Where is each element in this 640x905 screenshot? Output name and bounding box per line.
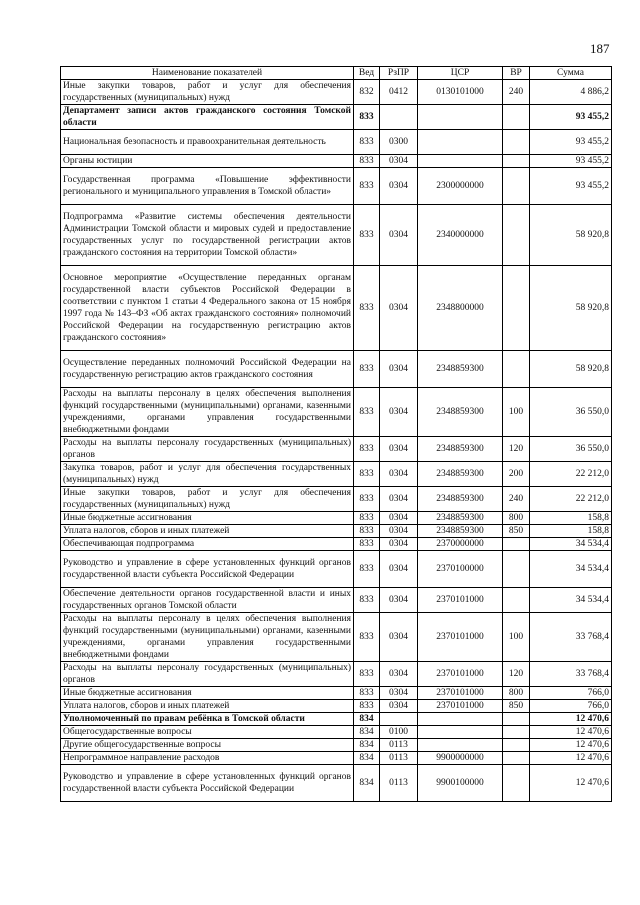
row-name: Иные закупки товаров, работ и услуг для обеспечения государственных (муниципальных) нужд [61,80,354,105]
row-sum: 33 768,4 [530,662,612,687]
row-rzpr: 0304 [380,512,418,525]
header-vr: ВР [503,67,530,80]
row-vr [503,538,530,551]
row-rzpr: 0304 [380,662,418,687]
row-csr: 2370101000 [418,613,503,662]
table-row [61,512,612,525]
table-row [61,351,612,388]
row-name: Закупка товаров, работ и услуг для обеспечения государственных (муниципальных) нужд [61,462,354,487]
row-vr [503,713,530,726]
row-csr: 2348859300 [418,525,503,538]
row-ved: 833 [354,512,380,525]
table-row [61,525,612,538]
row-ved: 833 [354,462,380,487]
row-rzpr: 0304 [380,538,418,551]
row-csr: 2348859300 [418,487,503,512]
row-csr: 2370101000 [418,588,503,613]
table-row [61,687,612,700]
row-sum: 766,0 [530,700,612,713]
table-row [61,713,612,726]
row-rzpr: 0113 [380,765,418,802]
row-ved: 833 [354,551,380,588]
row-sum: 158,8 [530,525,612,538]
row-ved: 834 [354,765,380,802]
row-vr [503,752,530,765]
row-vr: 240 [503,80,530,105]
row-ved: 833 [354,662,380,687]
header-name: Наименование показателей [61,67,354,80]
row-ved: 834 [354,752,380,765]
row-vr [503,155,530,168]
table-row [61,168,612,205]
row-rzpr: 0304 [380,351,418,388]
row-ved: 834 [354,713,380,726]
row-rzpr: 0100 [380,726,418,739]
row-name: Департамент записи актов гражданского состояния Томской области [61,105,354,130]
table-row [61,437,612,462]
row-sum: 4 886,2 [530,80,612,105]
table-row [61,551,612,588]
row-vr: 850 [503,525,530,538]
table-row [61,765,612,802]
row-rzpr: 0304 [380,266,418,351]
table-row [61,613,612,662]
row-rzpr [380,713,418,726]
row-ved: 833 [354,105,380,130]
row-csr [418,130,503,155]
row-csr [418,726,503,739]
table-row [61,130,612,155]
row-name: Национальная безопасность и правоохранительная деятельность [61,130,354,155]
row-vr: 240 [503,487,530,512]
row-name: Иные бюджетные ассигнования [61,512,354,525]
table-row [61,388,612,437]
row-vr: 200 [503,462,530,487]
table-row [61,105,612,130]
header-rzpr: РзПР [380,67,418,80]
row-csr: 2348859300 [418,351,503,388]
row-sum: 22 212,0 [530,487,612,512]
row-vr: 800 [503,687,530,700]
row-rzpr: 0304 [380,525,418,538]
row-ved: 834 [354,726,380,739]
row-sum: 158,8 [530,512,612,525]
row-name: Уполномоченный по правам ребёнка в Томской области [61,713,354,726]
row-name: Осуществление переданных полномочий Российской Федерации на государственную регистрацию актов гражданского состояния [61,351,354,388]
row-vr [503,551,530,588]
row-name: Руководство и управление в сфере установленных функций органов государственной власти субъекта Российской Федерации [61,551,354,588]
row-rzpr: 0304 [380,613,418,662]
row-sum: 93 455,2 [530,130,612,155]
row-name: Обеспечение деятельности органов государственной власти и иных государственных органов Томской области [61,588,354,613]
row-sum: 766,0 [530,687,612,700]
row-sum: 36 550,0 [530,388,612,437]
row-ved: 833 [354,205,380,266]
row-name: Органы юстиции [61,155,354,168]
row-vr: 120 [503,437,530,462]
row-csr: 2300000000 [418,168,503,205]
row-ved: 833 [354,588,380,613]
row-name: Обеспечивающая подпрограмма [61,538,354,551]
row-sum: 12 470,6 [530,765,612,802]
row-vr [503,130,530,155]
row-name: Непрограммное направление расходов [61,752,354,765]
row-rzpr: 0304 [380,205,418,266]
row-sum: 58 920,8 [530,205,612,266]
table-row [61,739,612,752]
table-row [61,487,612,512]
row-csr: 2370101000 [418,700,503,713]
row-rzpr: 0412 [380,80,418,105]
row-rzpr: 0304 [380,155,418,168]
row-vr [503,765,530,802]
row-rzpr: 0304 [380,168,418,205]
row-ved: 833 [354,613,380,662]
table-body [61,80,612,802]
row-csr [418,739,503,752]
row-vr [503,105,530,130]
row-vr [503,351,530,388]
row-rzpr: 0300 [380,130,418,155]
row-vr [503,205,530,266]
row-name: Расходы на выплаты персоналу государственных (муниципальных) органов [61,437,354,462]
table-row [61,662,612,687]
table-row [61,462,612,487]
row-ved: 833 [354,437,380,462]
row-rzpr: 0304 [380,437,418,462]
row-name: Государственная программа «Повышение эффективности регионального и муниципального управления в Томской области» [61,168,354,205]
row-ved: 833 [354,487,380,512]
table-row [61,205,612,266]
row-csr: 2348859300 [418,512,503,525]
row-ved: 833 [354,351,380,388]
row-csr: 2348859300 [418,437,503,462]
row-sum: 58 920,8 [530,351,612,388]
row-ved: 833 [354,155,380,168]
row-name: Подпрограмма «Развитие системы обеспечения деятельности Администрации Томской области и мировых судей и предоставление государственных услуг по государственной регистрации актов гражданского состояния на территории Томской области» [61,205,354,266]
table-row [61,155,612,168]
row-name: Руководство и управление в сфере установленных функций органов государственной власти субъекта Российской Федерации [61,765,354,802]
budget-table [60,66,612,802]
row-rzpr: 0304 [380,388,418,437]
row-csr: 2370101000 [418,687,503,700]
row-sum: 34 534,4 [530,588,612,613]
table-row [61,588,612,613]
row-csr [418,155,503,168]
row-sum: 93 455,2 [530,155,612,168]
row-ved: 834 [354,739,380,752]
row-rzpr: 0304 [380,588,418,613]
row-sum: 12 470,6 [530,713,612,726]
row-rzpr: 0113 [380,752,418,765]
row-csr: 2370101000 [418,662,503,687]
row-sum: 12 470,6 [530,726,612,739]
row-sum: 22 212,0 [530,462,612,487]
row-rzpr: 0304 [380,551,418,588]
row-name: Иные закупки товаров, работ и услуг для обеспечения государственных (муниципальных) нужд [61,487,354,512]
row-sum: 34 534,4 [530,538,612,551]
row-ved: 833 [354,700,380,713]
header-ved: Вед [354,67,380,80]
row-rzpr: 0304 [380,700,418,713]
table-row [61,752,612,765]
header-csr: ЦСР [418,67,503,80]
row-csr: 2348859300 [418,388,503,437]
row-sum: 36 550,0 [530,437,612,462]
row-sum: 58 920,8 [530,266,612,351]
header-sum: Сумма [530,67,612,80]
row-name: Другие общегосударственные вопросы [61,739,354,752]
row-name: Расходы на выплаты персоналу в целях обеспечения выполнения функций государственными (муниципальными) органами, казенными учреждениями, органами управления государственными внебюджетными фондами [61,388,354,437]
row-vr: 850 [503,700,530,713]
row-rzpr: 0304 [380,687,418,700]
row-vr [503,739,530,752]
row-vr [503,168,530,205]
row-name: Общегосударственные вопросы [61,726,354,739]
row-sum: 93 455,2 [530,168,612,205]
table-header-row [61,67,612,80]
row-ved: 833 [354,687,380,700]
row-ved: 833 [354,388,380,437]
row-name: Уплата налогов, сборов и иных платежей [61,525,354,538]
row-csr: 2348800000 [418,266,503,351]
row-ved: 833 [354,538,380,551]
row-ved: 833 [354,130,380,155]
row-name: Основное мероприятие «Осуществление переданных органам государственной власти субъектов Российской Федерации в соответствии с пунктом 1 статьи 4 Федерального закона от 15 ноября 1997 года № 143–ФЗ «Об актах гражданского состояния» полномочий Российской Федерации на государственную регистрацию актов гражданского состояния» [61,266,354,351]
table-row [61,538,612,551]
row-csr: 2370100000 [418,551,503,588]
row-csr: 9900100000 [418,765,503,802]
row-ved: 832 [354,80,380,105]
page-number: 187 [590,41,610,56]
row-rzpr [380,105,418,130]
row-name: Иные бюджетные ассигнования [61,687,354,700]
table-row [61,80,612,105]
row-vr: 100 [503,388,530,437]
row-vr [503,588,530,613]
row-sum: 33 768,4 [530,613,612,662]
row-ved: 833 [354,525,380,538]
row-name: Уплата налогов, сборов и иных платежей [61,700,354,713]
row-csr: 9900000000 [418,752,503,765]
row-sum: 93 455,2 [530,105,612,130]
row-csr: 2348859300 [418,462,503,487]
row-vr [503,726,530,739]
row-vr: 100 [503,613,530,662]
row-ved: 833 [354,266,380,351]
row-csr: 0130101000 [418,80,503,105]
row-vr: 120 [503,662,530,687]
row-csr [418,105,503,130]
table-row [61,700,612,713]
row-vr [503,266,530,351]
table-row [61,726,612,739]
row-sum: 34 534,4 [530,551,612,588]
row-sum: 12 470,6 [530,752,612,765]
row-vr: 800 [503,512,530,525]
row-name: Расходы на выплаты персоналу в целях обеспечения выполнения функций государственными (муниципальными) органами, казенными учреждениями, органами управления государственными внебюджетными фондами [61,613,354,662]
row-sum: 12 470,6 [530,739,612,752]
table-row [61,266,612,351]
row-rzpr: 0113 [380,739,418,752]
row-rzpr: 0304 [380,487,418,512]
row-ved: 833 [354,168,380,205]
row-name: Расходы на выплаты персоналу государственных (муниципальных) органов [61,662,354,687]
row-csr: 2340000000 [418,205,503,266]
row-csr: 2370000000 [418,538,503,551]
row-csr [418,713,503,726]
row-rzpr: 0304 [380,462,418,487]
